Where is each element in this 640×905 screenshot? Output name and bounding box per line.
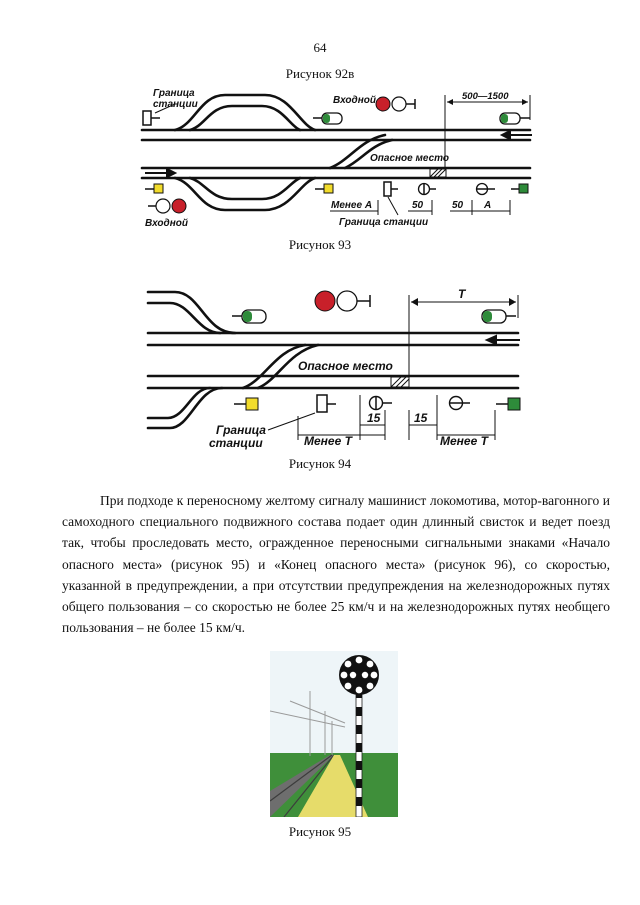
less-a-label: Менее А [331,200,373,211]
entry-signal-label-bottom: Входной [145,218,188,229]
station-border-label: Граница [216,423,266,437]
figure-94-caption: Рисунок 94 [288,456,352,471]
svg-text:станции: станции [209,436,263,450]
figure-92v-caption: Рисунок 92в [285,66,355,81]
danger-place-label: Опасное место [370,153,450,164]
entry-signal-label-top: Входной [333,95,376,106]
distance-label: 500—1500 [462,91,509,102]
body-paragraph: При подходе к переносному желтому сигналу машинист локомотива, мотор-вагонного и самоходного специального подвижного состава подает один длинный свисток и ведет поезд так, чтобы проследовать место, огражденное переносными сигнальными знаками «Начало опасного места» (рисунок 95) и «Конец опасного места» (рисунок 96), со скоростью, указанной в предупреждении, а при отсутствии предупреждения на железнодорожных путях общего пользования – со скоростью не более 25 км/ч и на железнодорожных путях необщего пользования – не более 15 км/ч. [62,493,610,636]
less-t-right: Менее Т [440,434,488,448]
figure-95-photo [270,651,398,817]
page-number: 64 [313,40,327,55]
less-t-left: Менее Т [304,434,352,448]
danger-place-label: Опасное место [298,359,393,373]
green-lamp-icon [483,311,492,322]
a-label: А [484,200,492,211]
t-label: Т [458,287,466,301]
siding [148,292,235,333]
green-lamp-icon [243,311,252,322]
speed-15-left: 15 [367,411,381,425]
red-light-icon [315,291,335,311]
speed-50-left: 50 [412,200,424,211]
station-border-label-top: Граница [153,88,195,99]
crossover [243,345,305,388]
figure-95-caption: Рисунок 95 [288,824,352,839]
figure-93-caption: Рисунок 93 [288,237,352,252]
green-signal-icon [508,398,520,410]
svg-text:станции: станции [153,99,198,110]
station-border-label-bottom: Граница станции [339,217,429,228]
white-light-icon [337,291,357,311]
yellow-signal-icon [246,398,258,410]
speed-15-right: 15 [414,411,428,425]
speed-50-right: 50 [452,200,464,211]
